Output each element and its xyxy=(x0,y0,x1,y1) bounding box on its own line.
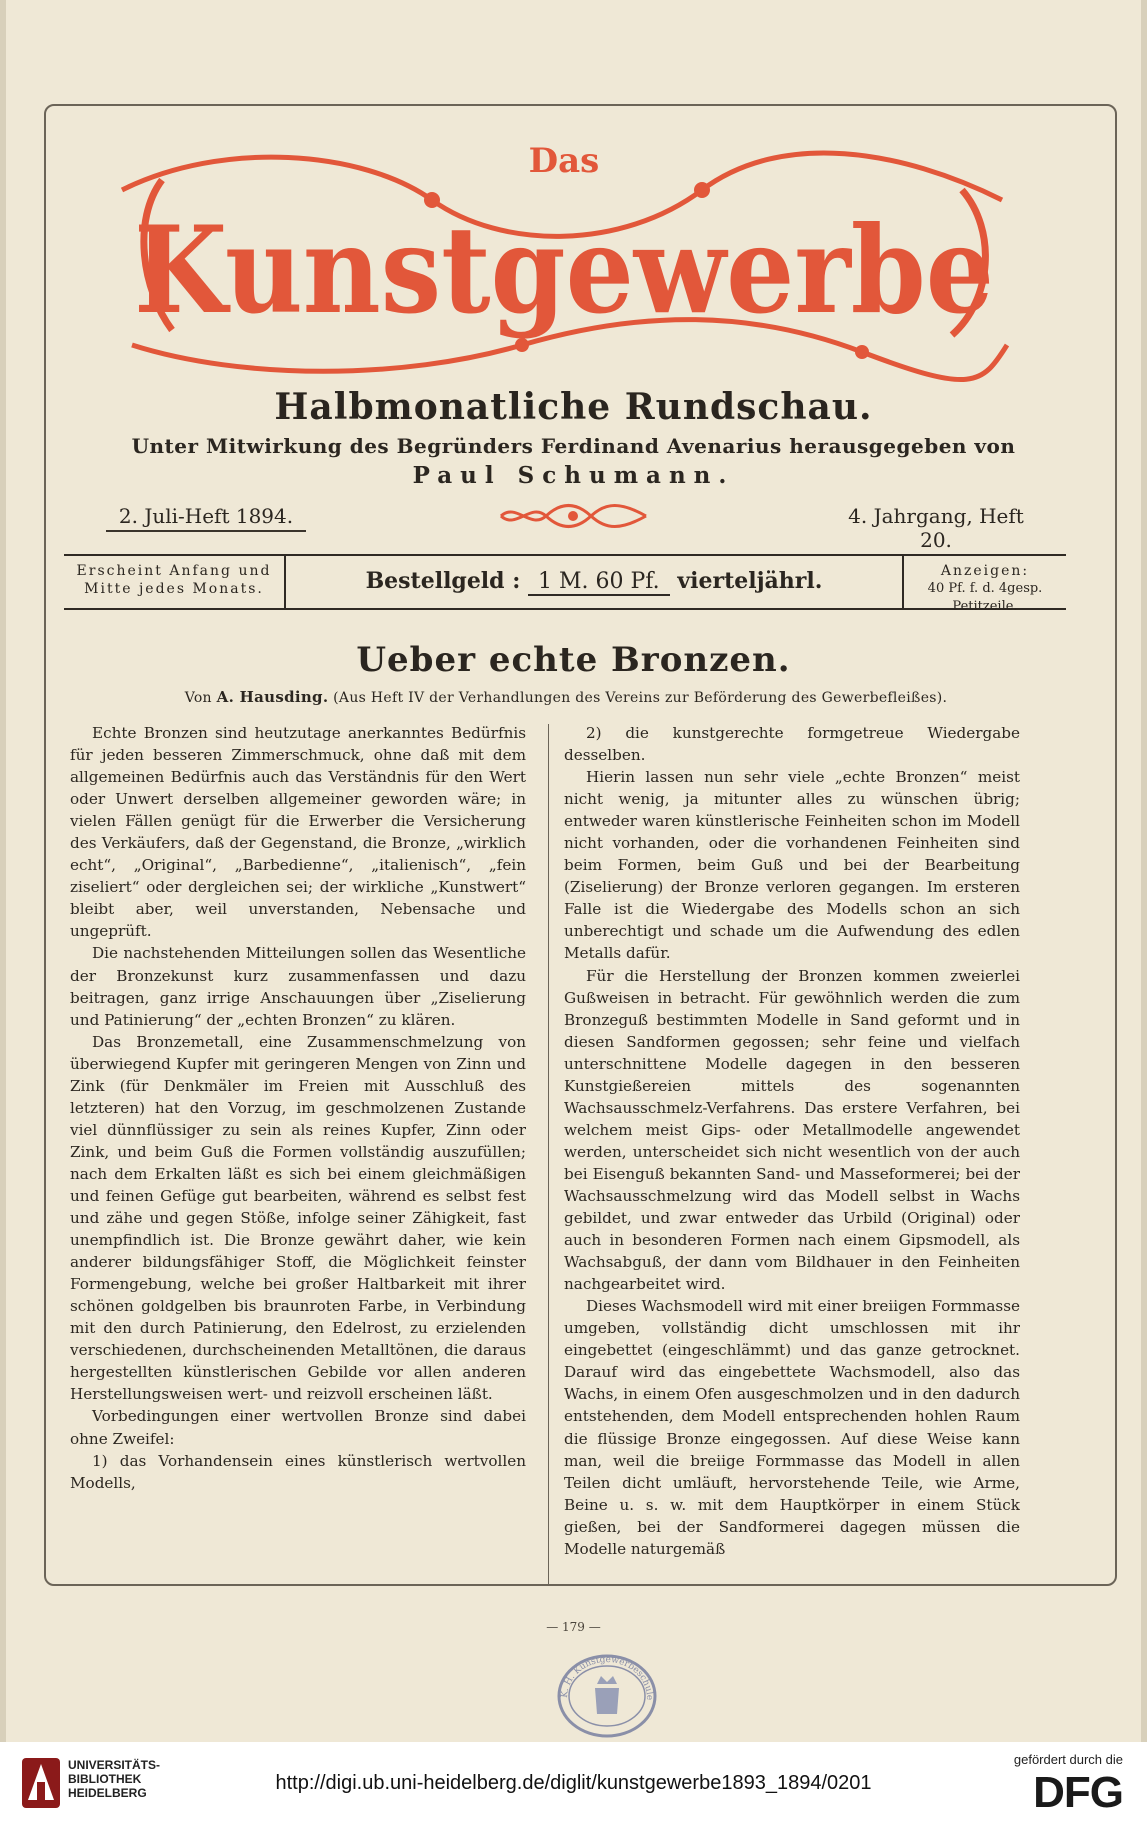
masthead-title: Kunstgewerbe xyxy=(134,200,994,341)
advertising-rates xyxy=(902,556,1066,614)
paragraph: Echte Bronzen sind heutzutage anerkanntes Bedürfnis für jeden besseren Zimmerschmuck, ohne daß mit dem allgemeinen Bedürfnis auch das Verständnis für den Wert oder Unwert derselben allgemeiner geworden wäre; in vielen Fällen genügt für die Erwerber die Versicherung des Verkäufers, daß der Gegenstand, die Bronze, „wirklich echt“, „Original“, „Barbedienne“, „italienisch“, „fein ziseliert“ oder dergleichen sei; der wirkliche „Kunstwert“ bleibt aber, weil unverstanden, Nebensache und ungeprüft. xyxy=(70,724,526,941)
ads-heading: Anzeigen: xyxy=(940,563,1030,579)
library-stamp-icon xyxy=(551,1648,663,1738)
schedule-line-1: Erscheint Anfang und xyxy=(76,563,272,579)
price-label: Bestellgeld : xyxy=(365,568,521,594)
masthead-logo xyxy=(102,130,1026,392)
article-byline xyxy=(66,688,1066,706)
paragraph: Hierin lassen nun sehr viele „echte Bronzen“ meist nicht wenig, ja mitunter alles zu wünschen übrig; entweder waren künstlerische Feinheiten schon im Modell nicht vorhanden, oder die vorhandenen Feinheiten sind beim Formen, beim Guß und bei der Bearbeitung (Ziselierung) der Bronze verloren gegangen. Im ersteren Falle ist die Wiedergabe des Modells schon an sich unberechtigt und schade um die Aufwendung des edlen Metalls dafür. xyxy=(564,768,1020,963)
paragraph: Dieses Wachsmodell wird mit einer breiigen Formmasse umgeben, vollständig dicht umschlossen mit ihr eingebettet (eingeschlämmt) und das ganze getrocknet. Darauf wird das eingebettete Wachsmodell, also das Wachs, in einem Ofen ausgeschmolzen und in den dadurch entstehenden, dem Modell entsprechenden hohlen Raum die flüssige Bronze eingegossen. Auf diese Weise kann man, weil die breiige Formmasse das Modell in allen Teilen dicht umläuft, hervorstehende Teile, wie Arme, Beine u. s. w. mit dem Hauptkörper in einem Stück gießen, bei der Sandformerei dagegen müssen die Modelle naturgemäß xyxy=(564,1297,1020,1558)
editor-name: Paul Schumann. xyxy=(412,462,735,489)
editor-line: Unter Mitwirkung des Begründers Ferdinand Avenarius herausgegeben von xyxy=(131,434,1016,458)
source-url-link[interactable]: http://digi.ub.uni-heidelberg.de/diglit/kunstgewerbe1893_1894/0201 xyxy=(275,1772,872,1794)
schedule-line-2: Mitte jedes Monats. xyxy=(84,581,264,597)
library-line-3: HEIDELBERG xyxy=(68,1786,147,1800)
byline-source: (Aus Heft IV der Verhandlungen des Vereins zur Beförderung des Gewerbefleißes). xyxy=(333,690,948,706)
paragraph: Vorbedingungen einer wertvollen Bronze sind dabei ohne Zweifel: xyxy=(70,1407,526,1448)
publication-schedule xyxy=(64,556,286,608)
article-column-left xyxy=(70,722,526,1594)
scroll-ornament-icon xyxy=(496,502,651,530)
funded-by-label: gefördert durch die xyxy=(1013,1752,1123,1767)
page-number: — 179 — xyxy=(546,1620,601,1634)
scanned-page xyxy=(6,0,1141,1742)
paragraph: 2) die kunstgerechte formgetreue Wiedergabe desselben. xyxy=(564,724,1020,765)
library-line-1: UNIVERSITÄTS- xyxy=(68,1758,161,1772)
article-column-right xyxy=(564,722,1020,1594)
paragraph: Für die Herstellung der Bronzen kommen zweierlei Gußweisen in betracht. Für gewöhnlich werden die zum Bronzeguß bestimmten Modelle in Sand geformt und in diesen Sandformen gegossen; sehr feine und vielfach unterschnittene Modelle dagegen in den besseren Kunstgießereien mittels des sogenannten Wachsausschmelz-Verfahrens. Das erstere Verfahren, bei welchem meist Gips- oder Metallmodelle angewendet werden, unterscheidet sich nicht wesentlich von der auch bei Eisenguß bekannten Sand- und Masseformerei; bei der Wachsausschmelzung wird das Modell selbst in Wachs gebildet, und zwar entweder das Urbild (Original) oder auch in besonderen Formen nach einem Gipsmodell, als Wachsabguß, der dann vom Bildhauer in den Feinheiten nachgearbeitet wird. xyxy=(564,966,1020,1294)
volume-issue: 4. Jahrgang, Heft 20. xyxy=(836,504,1036,556)
masthead-subtitle: Halbmonatliche Rundschau. xyxy=(274,386,873,428)
masthead-small-word: Das xyxy=(528,141,600,181)
price-period: vierteljährl. xyxy=(677,568,823,594)
subscription-price xyxy=(288,556,900,608)
paragraph: Das Bronzemetall, eine Zusammenschmelzung von überwiegend Kupfer mit geringeren Mengen von Zinn und Zink (für Denkmäler im Freien mit Ausschluß des letzteren) hat den Vorzug, im geschmolzenen Zustande viel dünnflüssiger zu sein als reines Kupfer, Zinn oder Zink, und beim Guß die Formen vollständig auszufüllen; nach dem Erkalten läßt es sich bei einem gleichmäßigen und feinen Gefüge gut bearbeiten, während es selbst fest und zähe und gegen Stöße, infolge seiner Zähigkeit, fast unempfindlich ist. Die Bronze gewährt daher, wie kein anderer bildungsfähiger Stoff, die Möglichkeit feinster Formengebung, welche bei großer Haltbarkeit mit ihrer schönen goldgelben bis braunroten Farbe, in Verbindung mit den durch Patinierung, den Edelrost, zu erzielenden verschiedenen, durchscheinenden Metalltönen, die daraus hergestellten künstlerischen Gebilde vor allen anderen Herstellungsweisen wert- und reizvoll erscheinen läßt. xyxy=(70,1032,526,1404)
issue-date: 2. Juli-Heft 1894. xyxy=(106,504,306,532)
stamp-text: K. H. Kunstgewerbeschule xyxy=(559,1654,655,1701)
article-title: Ueber echte Bronzen. xyxy=(356,640,791,680)
ads-rate: 40 Pf. f. d. 4gesp. Petitzeile. xyxy=(927,581,1043,614)
library-line-2: BIBLIOTHEK xyxy=(68,1772,142,1786)
paragraph: 1) das Vorhandensein eines künstlerisch wertvollen Modells, xyxy=(70,1451,526,1492)
dfg-logo: DFG xyxy=(1033,1768,1123,1817)
byline-author: A. Hausding. xyxy=(216,688,329,706)
byline-prefix: Von xyxy=(184,690,212,706)
paragraph: Die nachstehenden Mitteilungen sollen das Wesentliche der Bronzekunst kurz zusammenfassen und dazu beitragen, ganz irrige Anschauungen über „Ziselierung und Patinierung“ der „echten Bronzen“ zu klären. xyxy=(70,944,526,1029)
digitization-footer xyxy=(0,1742,1147,1827)
subscription-info-bar xyxy=(64,554,1066,614)
column-divider xyxy=(548,724,549,1584)
price-amount: 1 M. 60 Pf. xyxy=(528,569,670,596)
